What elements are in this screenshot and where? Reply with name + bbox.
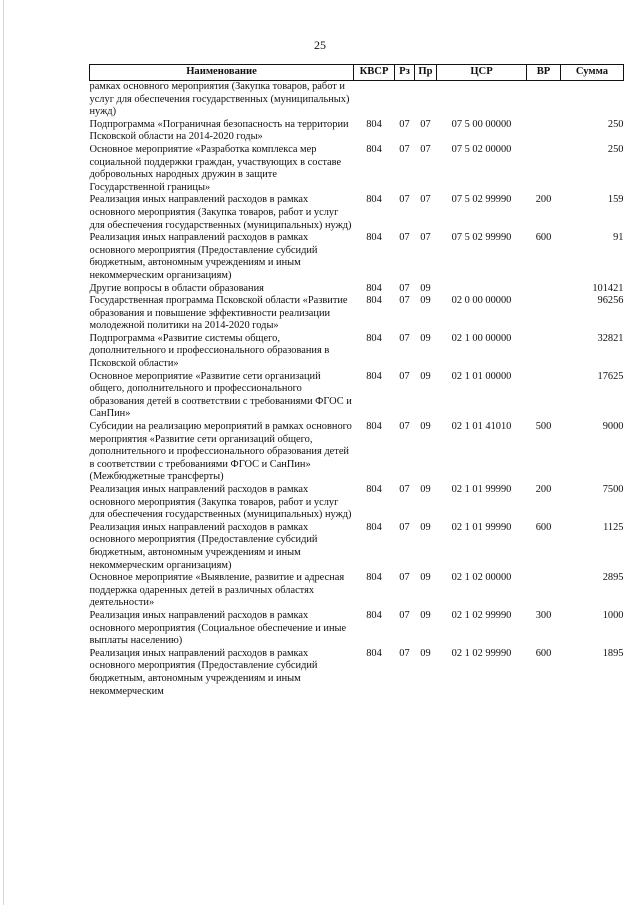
budget-table [89,64,624,698]
header-name: Наименование [90,65,354,81]
row-vr-cell [527,144,561,194]
row-csr-cell: 02 1 02 99990 [451,609,512,621]
row-rz-cell: 07 [399,647,410,659]
row-name-cell: Основное мероприятие «Разработка комплекса мер социальной поддержки граждан, участвующих в составе добровольных народных дружин в защите Государственной границы» [89,143,342,193]
row-sum-cell: 9000 [602,421,624,433]
row-kvsr-cell: 804 [366,118,382,130]
row-sum-cell: 2895 [602,572,624,584]
row-csr-cell: 02 1 01 99990 [451,521,512,533]
row-rz-cell [395,81,415,119]
row-sum-cell: 1125 [603,521,624,533]
row-pr-cell: 09 [420,282,431,294]
row-csr-cell: 07 5 02 00000 [451,143,512,155]
row-rz-cell: 07 [399,609,410,621]
row-pr-cell: 09 [420,484,431,495]
table-row [90,295,624,333]
table-row [90,144,624,194]
table-row [90,119,624,144]
table-row [90,371,624,421]
row-sum-cell: 159 [607,194,624,206]
table-row [90,648,624,698]
row-kvsr-cell: 804 [366,370,382,382]
row-sum-cell: 7500 [602,484,624,495]
row-pr-cell: 09 [420,421,431,433]
row-csr-cell [437,81,527,119]
row-vr-cell: 200 [535,484,552,495]
row-name-cell: Государственная программа Псковской области «Развитие образования и повышение эффективности реализации молодежной политики на 2014-2020 годы» [89,295,348,332]
table-row [90,572,624,610]
row-rz-cell: 07 [399,232,410,244]
row-name-cell: Основное мероприятие «Выявление, развитие и адресная поддержка одаренных детей в различных областях деятельности» [89,572,345,609]
row-pr-cell: 09 [420,609,431,621]
row-pr-cell: 09 [420,572,431,584]
row-sum-cell: 91 [613,232,624,244]
row-name-cell: Субсидии на реализацию мероприятий в рамках основного мероприятия «Развитие сети организаций общего, дополнительного и профессионального образования детей в соответствии с требованиями ФГОС и СанПин» (Межбюджетные трансферты) [89,421,352,483]
row-sum-cell: 1000 [602,609,624,621]
row-csr-cell: 02 1 01 00000 [451,370,512,382]
row-csr-cell: 02 1 01 99990 [451,484,512,495]
row-csr-cell: 07 5 02 99990 [451,232,512,244]
row-vr-cell: 600 [535,232,552,244]
row-vr-cell: 600 [535,521,552,533]
row-csr-cell: 02 1 02 00000 [451,572,512,584]
row-kvsr-cell: 804 [366,421,382,433]
row-name-cell: Реализация иных направлений расходов в рамках основного мероприятия (Закупка товаров, работ и услуг для обеспечения государственных (муниципальных) нужд) [89,194,352,231]
row-vr-cell [527,81,561,119]
row-csr-cell: 07 5 00 00000 [451,118,512,130]
row-kvsr-cell: 804 [366,609,382,621]
table-row [90,333,624,371]
row-kvsr-cell: 804 [366,484,382,495]
page-number: 25 [314,38,326,52]
row-name-cell: Реализация иных направлений расходов в рамках основного мероприятия (Предоставление субсидий бюджетным, автономным учреждениям и иным некоммерческим [89,647,318,697]
row-kvsr-cell [354,81,395,119]
row-pr-cell: 09 [420,647,431,659]
row-pr-cell: 09 [420,370,431,382]
table-row [90,81,624,119]
row-vr-cell: 300 [535,609,552,621]
row-vr-cell [527,572,561,610]
row-sum-cell: 250 [607,143,624,155]
row-csr-cell: 02 1 00 00000 [451,332,512,344]
row-rz-cell: 07 [399,421,410,433]
row-name-cell: Реализация иных направлений расходов в рамках основного мероприятия (Социальное обеспечение и иные выплаты населению) [89,609,347,647]
table-row [90,232,624,282]
table-row [90,522,624,572]
header-kvsr: КВСР [354,65,395,81]
row-name-cell: рамках основного мероприятия (Закупка товаров, работ и услуг для обеспечения государственных (муниципальных) нужд) [89,81,350,118]
row-kvsr-cell: 804 [366,521,382,533]
row-kvsr-cell: 804 [366,572,382,584]
row-vr-cell [527,371,561,421]
table-header-row [90,65,624,81]
row-kvsr-cell: 804 [366,647,382,659]
row-kvsr-cell: 804 [366,282,382,294]
row-vr-cell [527,295,561,333]
row-kvsr-cell: 804 [366,295,382,307]
row-name-cell: Подпрограмма «Пограничная безопасность на территории Псковской области на 2014-2020 годы» [89,118,349,143]
row-kvsr-cell: 804 [366,143,382,155]
row-name-cell: Реализация иных направлений расходов в рамках основного мероприятия (Предоставление субсидий бюджетным, автономным учреждениям и иным некоммерческим организациям) [89,232,318,281]
header-pr: Пр [415,65,437,81]
row-pr-cell [415,81,437,119]
row-vr-cell [527,119,561,144]
row-name-cell: Подпрограмма «Развитие системы общего, дополнительного и профессионального образования в Псковской области» [89,332,330,370]
row-csr-cell: 02 1 02 99990 [451,647,512,659]
row-csr-cell: 02 0 00 00000 [451,295,512,307]
row-name-cell: Основное мероприятие «Развитие сети организаций общего, дополнительного и профессионального образования детей в соответствии с требованиями ФГОС и СанПин» [89,370,352,420]
row-rz-cell: 07 [399,143,410,155]
row-csr-cell [437,283,527,296]
row-sum-cell: 96256 [597,295,624,307]
row-vr-cell: 600 [535,647,552,659]
row-sum-cell [561,81,624,119]
row-rz-cell: 07 [399,484,410,495]
row-pr-cell: 07 [420,118,431,130]
row-sum-cell: 1895 [602,647,624,659]
row-rz-cell: 07 [399,194,410,206]
scan-edge [3,0,4,905]
header-rz: Рз [395,65,415,81]
row-vr-cell: 200 [535,194,552,206]
row-rz-cell: 07 [399,521,410,533]
table-body [90,81,624,699]
row-vr-cell: 500 [535,421,552,433]
row-rz-cell: 07 [399,332,410,344]
row-kvsr-cell: 804 [366,232,382,244]
row-sum-cell: 17625 [597,370,624,382]
row-rz-cell: 07 [399,282,410,294]
row-vr-cell [527,283,561,296]
row-rz-cell: 07 [399,118,410,130]
row-sum-cell: 32821 [597,332,624,344]
row-name-cell: Другие вопросы в области образования [89,282,264,294]
row-csr-cell: 07 5 02 99990 [451,194,512,206]
table-row [90,283,624,296]
row-csr-cell: 02 1 01 41010 [451,421,512,433]
table-row [90,194,624,232]
row-pr-cell: 07 [420,194,431,206]
header-sum: Сумма [561,65,624,81]
table-row [90,421,624,484]
row-kvsr-cell: 804 [366,194,382,206]
row-pr-cell: 09 [420,521,431,533]
row-pr-cell: 07 [420,143,431,155]
row-name-cell: Реализация иных направлений расходов в рамках основного мероприятия (Закупка товаров, работ и услуг для обеспечения государственных (муниципальных) нужд) [89,484,352,521]
row-rz-cell: 07 [399,295,410,307]
row-pr-cell: 09 [420,295,431,307]
table-row [90,610,624,648]
row-vr-cell [527,333,561,371]
header-csr: ЦСР [437,65,527,81]
row-sum-cell: 101421 [592,282,624,294]
row-rz-cell: 07 [399,572,410,584]
row-name-cell: Реализация иных направлений расходов в рамках основного мероприятия (Предоставление субсидий бюджетным, автономным учреждениям и иным некоммерческим организациям) [89,521,318,571]
table-row [90,484,624,522]
row-pr-cell: 09 [420,332,431,344]
row-rz-cell: 07 [399,370,410,382]
row-sum-cell: 250 [607,118,624,130]
header-vr: ВР [527,65,561,81]
row-kvsr-cell: 804 [366,332,382,344]
row-pr-cell: 07 [420,232,431,244]
